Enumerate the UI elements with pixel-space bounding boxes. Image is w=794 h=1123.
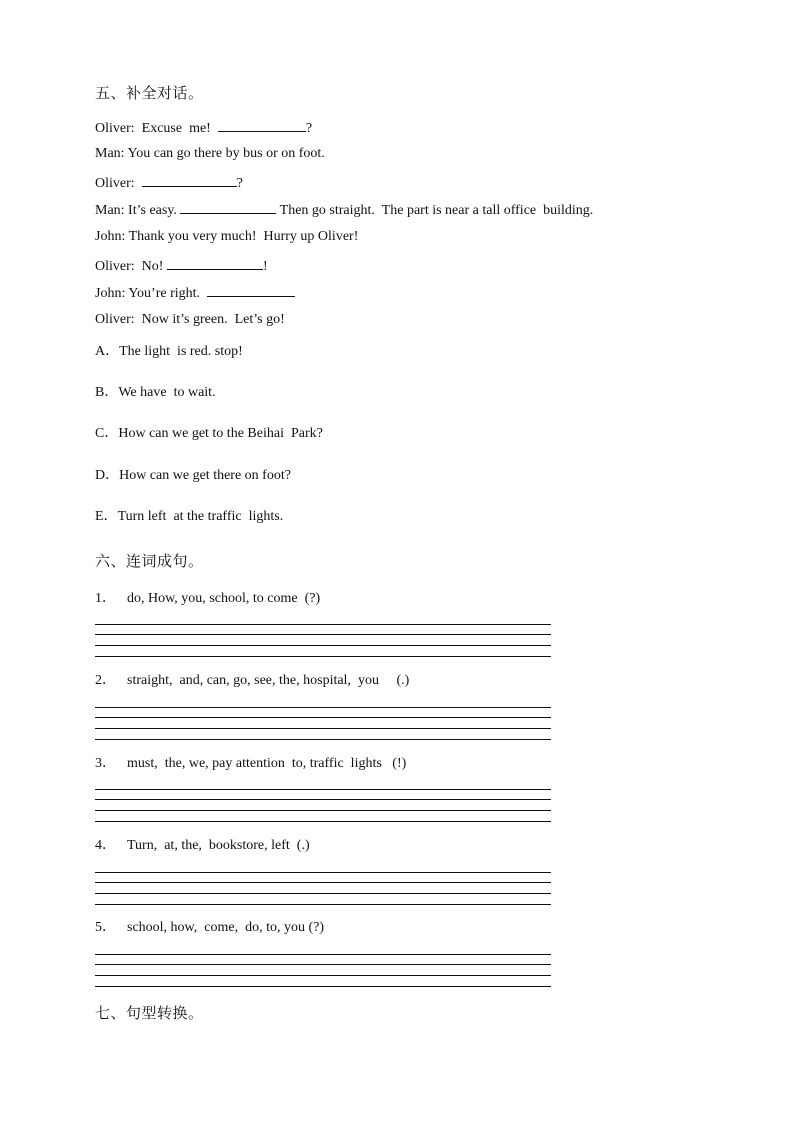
question-number: 1． — [95, 591, 116, 606]
option-b — [95, 384, 216, 402]
writing-line — [95, 882, 551, 883]
writing-line — [95, 821, 551, 822]
option-c — [95, 425, 323, 443]
dialogue-line-4 — [95, 200, 593, 220]
dialogue-text: ? — [236, 176, 243, 191]
writing-line — [95, 975, 551, 976]
option-a — [95, 343, 243, 361]
writing-line — [95, 789, 551, 790]
answer-blank[interactable] — [180, 200, 276, 214]
question-4 — [95, 837, 310, 855]
dialogue-text: Man: You can go there by bus or on foot. — [95, 146, 325, 161]
question-2 — [95, 672, 409, 690]
dialogue-line-7 — [95, 283, 295, 303]
question-5 — [95, 919, 324, 937]
dialogue-text: John: You’re right. — [95, 286, 208, 301]
section6-heading: 六、连词成句。 — [95, 552, 204, 570]
writing-line — [95, 904, 551, 905]
writing-line — [95, 624, 551, 625]
dialogue-line-8 — [95, 311, 285, 329]
question-1 — [95, 590, 320, 608]
writing-line — [95, 739, 551, 740]
dialogue-line-1 — [95, 118, 312, 138]
writing-line — [95, 645, 551, 646]
option-letter: C． — [95, 426, 119, 441]
writing-line — [95, 656, 551, 657]
question-text: straight, and, can, go, see, the, hospital, you (.) — [127, 673, 410, 688]
answer-blank[interactable] — [142, 173, 237, 187]
question-number: 5． — [95, 920, 116, 935]
dialogue-text: Oliver: Now it’s green. Let’s go! — [95, 312, 285, 327]
option-d — [95, 467, 291, 485]
question-number: 4． — [95, 838, 116, 853]
option-text: How can we get to the Beihai Park? — [118, 426, 323, 441]
option-letter: E． — [95, 509, 118, 524]
answer-blank[interactable] — [218, 118, 306, 132]
dialogue-text: Oliver: No! — [95, 259, 167, 274]
writing-lines-1[interactable] — [95, 624, 551, 658]
section5-heading: 五、补全对话。 — [95, 84, 204, 102]
dialogue-text: Then go straight. The part is near a tall office building. — [276, 203, 594, 218]
option-text: We have to wait. — [118, 385, 216, 400]
section7-heading: 七、句型转换。 — [95, 1004, 204, 1022]
dialogue-line-6 — [95, 256, 268, 276]
dialogue-line-5 — [95, 228, 358, 246]
dialogue-text: ! — [262, 259, 268, 274]
dialogue-line-3 — [95, 173, 243, 193]
writing-line — [95, 728, 551, 729]
writing-line — [95, 986, 551, 987]
option-text: Turn left at the traffic lights. — [117, 509, 284, 524]
question-text: school, how, come, do, to, you (?) — [127, 920, 324, 935]
writing-lines-4[interactable] — [95, 872, 551, 906]
option-text: How can we get there on foot? — [119, 468, 291, 483]
dialogue-text: Oliver: Excuse me! — [95, 121, 218, 136]
dialogue-line-2 — [95, 145, 325, 163]
writing-line — [95, 634, 551, 635]
option-letter: D． — [95, 468, 120, 483]
option-letter: B． — [95, 385, 119, 400]
question-number: 3． — [95, 756, 116, 771]
dialogue-text: ? — [305, 121, 313, 136]
writing-lines-5[interactable] — [95, 954, 551, 988]
question-number: 2． — [95, 673, 116, 688]
writing-lines-2[interactable] — [95, 707, 551, 741]
question-3 — [95, 755, 406, 773]
dialogue-text: Oliver: — [95, 176, 142, 191]
question-text: Turn, at, the, bookstore, left (.) — [127, 838, 310, 853]
option-e — [95, 508, 283, 526]
question-text: must, the, we, pay attention to, traffic lights (!) — [127, 756, 407, 771]
writing-line — [95, 717, 551, 718]
writing-line — [95, 964, 551, 965]
answer-blank[interactable] — [167, 256, 263, 270]
answer-blank[interactable] — [207, 283, 295, 297]
writing-line — [95, 872, 551, 873]
question-text: do, How, you, school, to come (?) — [127, 591, 321, 606]
option-text: The light is red. stop! — [119, 344, 243, 359]
dialogue-text: John: Thank you very much! Hurry up Oliver! — [95, 229, 359, 244]
dialogue-text: Man: It’s easy. — [95, 203, 181, 218]
writing-line — [95, 954, 551, 955]
writing-line — [95, 799, 551, 800]
writing-line — [95, 707, 551, 708]
writing-lines-3[interactable] — [95, 789, 551, 823]
option-letter: A． — [95, 344, 120, 359]
writing-line — [95, 810, 551, 811]
writing-line — [95, 893, 551, 894]
